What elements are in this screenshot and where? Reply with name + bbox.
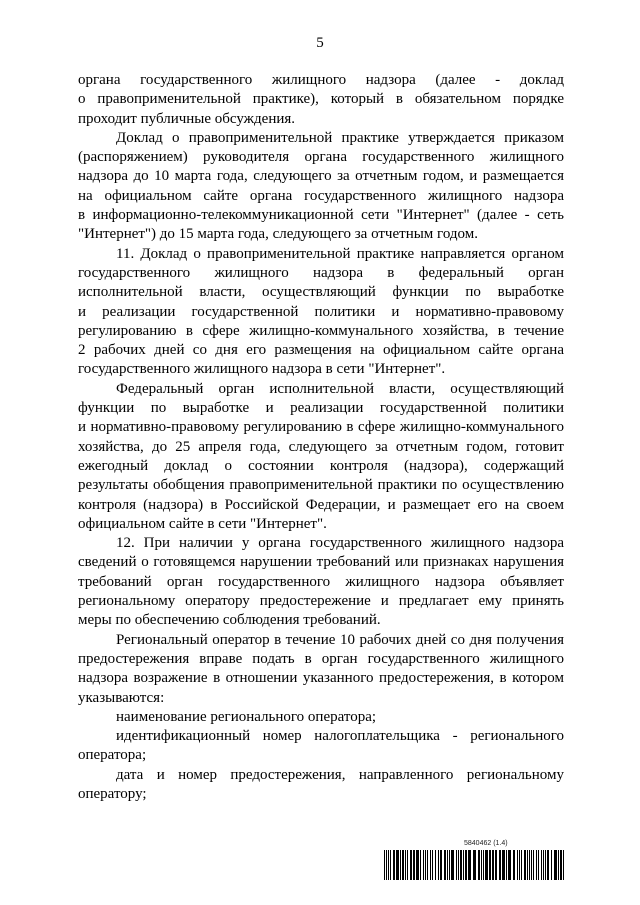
barcode xyxy=(384,850,564,880)
text-line: оператору; xyxy=(78,785,147,802)
barcode-bar xyxy=(465,850,467,880)
text-line: регулированию в сфере жилищно-коммунального хозяйства, в течение xyxy=(78,322,564,339)
barcode-bar xyxy=(410,850,412,880)
text-line: государственного жилищного надзора в федеральный орган xyxy=(78,264,564,281)
document-body xyxy=(78,71,564,804)
text-line: в информационно-телекоммуникационной сети "Интернет" (далее - сеть xyxy=(78,207,564,224)
text-line: на официальном сайте органа государственного жилищного надзора xyxy=(78,187,564,204)
barcode-bar xyxy=(425,850,426,880)
barcode-bar xyxy=(393,850,395,880)
barcode-bar xyxy=(538,850,539,880)
barcode-bar xyxy=(502,850,505,880)
barcode-bar xyxy=(386,850,387,880)
barcode-bar xyxy=(423,850,424,880)
barcode-bar xyxy=(499,850,501,880)
barcode-bar xyxy=(473,850,476,880)
barcode-bar xyxy=(519,850,520,880)
barcode-bar xyxy=(435,850,436,880)
barcode-bar xyxy=(495,850,497,880)
text-line: официальном сайте в сети "Интернет". xyxy=(78,515,327,532)
barcode-bar xyxy=(388,850,389,880)
barcode-bar xyxy=(432,850,433,880)
barcode-bar xyxy=(506,850,507,880)
barcode-bar xyxy=(521,850,522,880)
barcode-bar xyxy=(460,850,462,880)
barcode-bar xyxy=(481,850,482,880)
barcode-bar xyxy=(447,850,448,880)
text-line: 11. Доклад о правоприменительной практике направляется органом xyxy=(116,245,564,262)
text-line: требований орган государственного жилищного надзора объявляет xyxy=(78,573,564,590)
barcode-bar xyxy=(396,850,399,880)
text-line: оператора; xyxy=(78,747,147,764)
barcode-bar xyxy=(416,850,419,880)
barcode-bar xyxy=(438,850,439,880)
barcode-bar xyxy=(508,850,511,880)
barcode-bar xyxy=(543,850,544,880)
text-line: органа государственного жилищного надзора (далее - доклад xyxy=(78,72,564,88)
page-number: 5 xyxy=(316,35,324,51)
text-line: государственного жилищного надзора в сети "Интернет". xyxy=(78,361,446,378)
text-line: дата и номер предостережения, направленного региональному xyxy=(116,766,564,783)
barcode-bar xyxy=(430,850,431,880)
document-code: 5840462 (1.4) xyxy=(464,840,508,847)
text-line: "Интернет") до 15 марта года, следующего за отчетным годом. xyxy=(78,226,478,243)
barcode-bar xyxy=(527,850,528,880)
text-line: и реализации государственной политики и нормативно-правовому xyxy=(78,303,564,320)
barcode-bar xyxy=(444,850,446,880)
barcode-bar xyxy=(458,850,459,880)
text-line: 2 рабочих дней со дня его размещения на официальном сайте органа xyxy=(78,342,564,359)
barcode-bar xyxy=(536,850,537,880)
barcode-bar xyxy=(551,850,552,880)
text-line: ежегодный доклад о состоянии контроля (надзора), содержащий xyxy=(78,457,564,474)
barcode-bar xyxy=(533,850,534,880)
text-line: Доклад о правоприменительной практике утверждается приказом xyxy=(116,129,564,146)
barcode-bar xyxy=(492,850,494,880)
barcode-bar xyxy=(440,850,442,880)
text-line: результаты обобщения правоприменительной практики по осуществлению xyxy=(78,477,564,494)
text-line: указываются: xyxy=(78,689,165,706)
text-line: (распоряжением) руководителя органа государственного жилищного xyxy=(78,149,564,166)
text-line: Региональный оператор в течение 10 рабочих дней со дня получения xyxy=(116,631,564,648)
text-line: Федеральный орган исполнительной власти, осуществляющий xyxy=(116,380,564,397)
text-line: функции по выработке и реализации государственной политики xyxy=(78,400,564,417)
barcode-bar xyxy=(545,850,546,880)
barcode-bar xyxy=(531,850,532,880)
text-line: надзора до 10 марта года, следующего за отчетным годом, и размещается xyxy=(78,168,564,185)
text-line: о правоприменительной практике), который в обязательном порядке xyxy=(78,91,564,108)
barcode-bar xyxy=(529,850,530,880)
barcode-bar xyxy=(547,850,549,880)
barcode-bar xyxy=(558,850,559,880)
barcode-bar xyxy=(485,850,488,880)
barcode-bar xyxy=(563,850,564,880)
barcode-bar xyxy=(483,850,484,880)
text-line: контроля (надзора) в Российской Федерации, и размещает его на своем xyxy=(78,496,564,513)
barcode-bar xyxy=(517,850,518,880)
barcode-bar xyxy=(560,850,562,880)
barcode-bar xyxy=(413,850,415,880)
text-line: исполнительной власти, осуществляющий функции по выработке xyxy=(78,284,564,301)
barcode-bar xyxy=(541,850,542,880)
text-line: предостережения вправе подать в орган государственного жилищного xyxy=(78,650,564,667)
barcode-bar xyxy=(449,850,450,880)
barcode-bar xyxy=(524,850,526,880)
barcode-bar xyxy=(420,850,421,880)
text-line: сведений о готовящемся нарушении требований или признаках нарушения xyxy=(78,554,564,571)
text-line: надзора возражение в отношении указанного предостережения, в котором xyxy=(78,670,564,687)
text-line: меры по обеспечению соблюдения требований. xyxy=(78,612,381,629)
text-line: 12. При наличии у органа государственного жилищного надзора xyxy=(116,535,564,552)
text-line: идентификационный номер налогоплательщика - регионального xyxy=(116,728,564,745)
barcode-bar xyxy=(407,850,408,880)
barcode-bar xyxy=(451,850,454,880)
barcode-bar xyxy=(513,850,515,880)
barcode-bar xyxy=(400,850,401,880)
barcode-bar xyxy=(402,850,404,880)
barcode-bar xyxy=(554,850,557,880)
barcode-bar xyxy=(405,850,406,880)
barcode-bar xyxy=(427,850,428,880)
text-line: наименование регионального оператора; xyxy=(116,708,377,725)
text-line: хозяйства, до 25 апреля года, следующего за отчетным годом, готовит xyxy=(78,438,564,455)
barcode-bar xyxy=(489,850,491,880)
barcode-bar xyxy=(463,850,464,880)
barcode-bar xyxy=(390,850,391,880)
text-line: и нормативно-правовому регулированию в сфере жилищно-коммунального xyxy=(78,419,564,436)
text-line: проходит публичные обсуждения. xyxy=(78,110,296,127)
barcode-bar xyxy=(478,850,480,880)
barcode-bar xyxy=(384,850,385,880)
barcode-bar xyxy=(468,850,471,880)
barcode-bar xyxy=(456,850,457,880)
text-line: региональному оператору предостережение и предлагает ему принять xyxy=(78,593,564,610)
